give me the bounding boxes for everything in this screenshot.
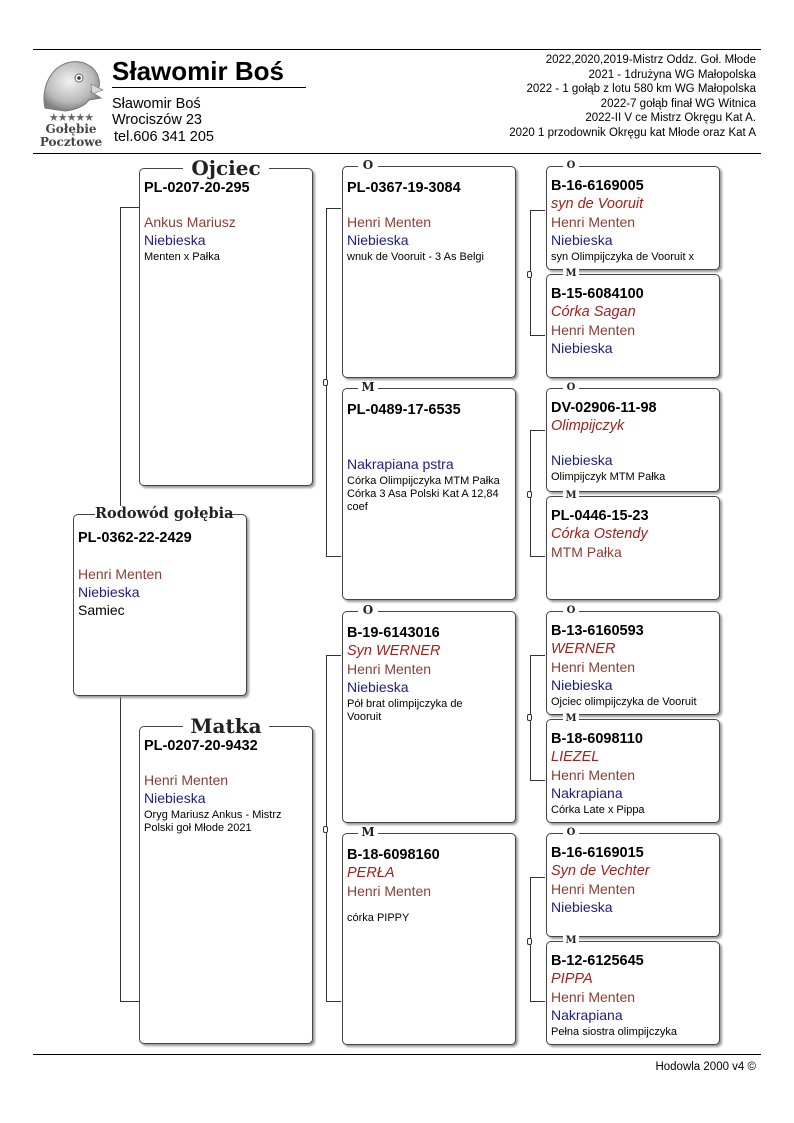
color: Nakrapiana pstra — [347, 456, 454, 472]
sire-marker: O — [358, 604, 378, 617]
color: Niebieska — [551, 452, 613, 468]
great-grandparent-card[interactable] — [546, 496, 720, 600]
ring-number: PL-0207-20-9432 — [144, 738, 258, 754]
pigeon-name: WERNER — [551, 641, 616, 657]
owner-phone: tel.606 341 205 — [114, 129, 214, 145]
connector — [530, 210, 545, 211]
connector — [326, 1001, 341, 1002]
logo — [35, 56, 107, 148]
ring-number: B-15-6084100 — [551, 286, 644, 302]
note: Córka Olimpijczyka MTM Pałka Córka 3 Asa Polski Kat A 12,84 coef — [347, 475, 500, 513]
connector — [530, 335, 545, 336]
header-bottom-rule — [33, 153, 761, 154]
connector — [326, 655, 341, 656]
pigeon-name: Córka Sagan — [551, 304, 636, 320]
color: Niebieska — [78, 584, 140, 600]
achievement-line: 2022-II V ce Mistrz Okręgu Kat A. — [585, 112, 756, 124]
great-grandparent-card[interactable] — [546, 833, 720, 937]
dam-marker: M — [563, 714, 579, 724]
ring-number: B-12-6125645 — [551, 953, 644, 969]
pigeon-name: Córka Ostendy — [551, 526, 648, 542]
connector-node — [323, 826, 328, 833]
breeder: MTM Pałka — [551, 544, 622, 560]
color: Niebieska — [347, 679, 409, 695]
connector — [530, 1001, 545, 1002]
breeder: Henri Menten — [551, 881, 636, 897]
breeder-name-underline — [112, 87, 306, 88]
great-grandparent-card[interactable] — [546, 166, 720, 270]
mother-card[interactable] — [139, 726, 313, 1044]
ring-number: PL-0367-19-3084 — [347, 180, 461, 196]
sex: Samiec — [78, 602, 125, 618]
note: Olimpijczyk MTM Pałka — [551, 471, 666, 483]
pigeon-name: Syn WERNER — [347, 643, 441, 659]
color: Niebieska — [347, 232, 409, 248]
breeder: Henri Menten — [551, 659, 636, 675]
ring-number: PL-0207-20-295 — [144, 180, 250, 196]
connector — [326, 556, 341, 557]
connector-node — [527, 714, 532, 721]
owner-name: Sławomir Boś — [112, 96, 201, 112]
color: Nakrapiana — [551, 1007, 623, 1023]
color: Nakrapiana — [551, 785, 623, 801]
color: Niebieska — [551, 899, 613, 915]
breeder: Henri Menten — [347, 883, 432, 899]
note: Menten x Pałka — [144, 251, 220, 263]
great-grandparent-card[interactable] — [546, 611, 720, 715]
sire-marker: O — [563, 161, 579, 171]
achievement-line: 2022,2020,2019-Mistrz Oddz. Goł. Młode — [545, 54, 756, 66]
ring-number: B-16-6169015 — [551, 845, 644, 861]
sire-marker: O — [563, 383, 579, 393]
connector — [530, 877, 545, 878]
ring-number: PL-0489-17-6535 — [347, 402, 461, 418]
owner-street: Wrociszów 23 — [112, 112, 202, 128]
granddam-maternal-card[interactable] — [342, 833, 516, 1045]
father-label: Ojciec — [183, 157, 269, 179]
breeder: Henri Menten — [551, 214, 636, 230]
pigeon-name: LIEZEL — [551, 749, 600, 765]
breeder-name: Sławomir Boś — [112, 56, 284, 86]
ring-number: PL-0362-22-2429 — [78, 530, 192, 546]
sire-marker: O — [563, 606, 579, 616]
great-grandparent-card[interactable] — [546, 388, 720, 492]
breeder: Henri Menten — [347, 214, 432, 230]
connector-node — [527, 491, 532, 498]
sire-marker: O — [563, 828, 579, 838]
ring-number: PL-0446-15-23 — [551, 508, 649, 524]
note: Pół brat olimpijczyka de Vooruit — [347, 698, 463, 723]
grandsire-maternal-card[interactable] — [342, 611, 516, 823]
achievement-line: 2021 - 1drużyna WG Małopolska — [588, 68, 756, 81]
connector-node — [527, 938, 532, 945]
breeder: Henri Menten — [144, 772, 229, 788]
dam-marker: M — [563, 491, 579, 501]
note: Pełna siostra olimpijczyka — [551, 1026, 677, 1038]
great-grandparent-card[interactable] — [546, 719, 720, 823]
great-grandparent-card[interactable] — [546, 274, 720, 378]
pigeon-name: Olimpijczyk — [551, 418, 625, 434]
dam-marker: M — [358, 826, 378, 839]
pigeon-name: PERŁA — [347, 865, 395, 881]
ring-number: DV-02906-11-98 — [551, 400, 657, 416]
ring-number: B-18-6098110 — [551, 731, 643, 747]
breeder: Henri Menten — [551, 989, 636, 1005]
logo-line-2: Pocztowe — [39, 135, 103, 149]
connector — [530, 780, 545, 781]
note: Ojciec olimpijczyka de Vooruit — [551, 696, 697, 708]
subject-card[interactable] — [73, 514, 247, 696]
footer-rule — [33, 1054, 761, 1055]
achievement-line: 2020 1 przodownik Okręgu kat Młode oraz Kat A — [509, 126, 756, 139]
granddam-paternal-card[interactable] — [342, 388, 516, 600]
pigeon-name: Syn de Vechter — [551, 863, 650, 879]
sire-marker: O — [358, 159, 378, 172]
breeder: Henri Menten — [347, 661, 432, 677]
note: syn Olimpijczyka de Vooruit x — [551, 251, 695, 263]
pigeon-name: syn de Vooruit — [551, 196, 644, 212]
connector — [530, 655, 545, 656]
note: córka PIPPY — [347, 912, 410, 924]
note: Oryg Mariusz Ankus - Mistrz Polski goł Młode 2021 — [144, 809, 282, 834]
color: Niebieska — [144, 790, 206, 806]
dam-marker: M — [563, 936, 579, 946]
ring-number: B-18-6098160 — [347, 847, 440, 863]
dam-marker: M — [563, 269, 579, 279]
breeder: Henri Menten — [551, 322, 636, 338]
breeder: Henri Menten — [78, 566, 163, 582]
grandsire-paternal-card[interactable] — [342, 166, 516, 378]
software-credit: Hodowla 2000 v4 © — [655, 1061, 756, 1073]
header-top-rule — [33, 49, 761, 50]
color: Niebieska — [551, 232, 613, 248]
connector — [530, 556, 545, 557]
color: Niebieska — [551, 677, 613, 693]
ring-number: B-16-6169005 — [551, 178, 644, 194]
connector — [120, 1001, 139, 1002]
connector-node — [323, 379, 328, 386]
mother-label: Matka — [183, 715, 269, 737]
achievement-line: 2022-7 gołąb finał WG Witnica — [600, 97, 756, 110]
father-card[interactable] — [139, 168, 313, 486]
dam-marker: M — [358, 381, 378, 394]
connector — [120, 207, 139, 208]
pedigree-label: Rodowód gołębia — [95, 505, 234, 522]
great-grandparent-card[interactable] — [546, 941, 720, 1045]
achievement-line: 2022 - 1 gołąb z lotu 580 km WG Małopolska — [526, 83, 756, 95]
note: wnuk de Vooruit - 3 As Belgi — [347, 251, 484, 263]
ring-number: B-19-6143016 — [347, 625, 440, 641]
breeder: Ankus Mariusz — [144, 214, 236, 230]
connector — [530, 430, 545, 431]
logo-line-1: Gołębie — [45, 122, 97, 136]
color: Niebieska — [551, 340, 613, 356]
breeder: Henri Menten — [551, 767, 636, 783]
logo-stars: ★★★★★ — [48, 112, 94, 124]
note: Córka Late x Pippa — [551, 804, 645, 816]
ring-number: B-13-6160593 — [551, 623, 644, 639]
pigeon-name: PIPPA — [551, 971, 593, 987]
achievements — [509, 53, 756, 140]
connector-node — [527, 271, 532, 278]
color: Niebieska — [144, 232, 206, 248]
pigeon-head-icon — [35, 56, 105, 114]
connector — [326, 208, 341, 209]
